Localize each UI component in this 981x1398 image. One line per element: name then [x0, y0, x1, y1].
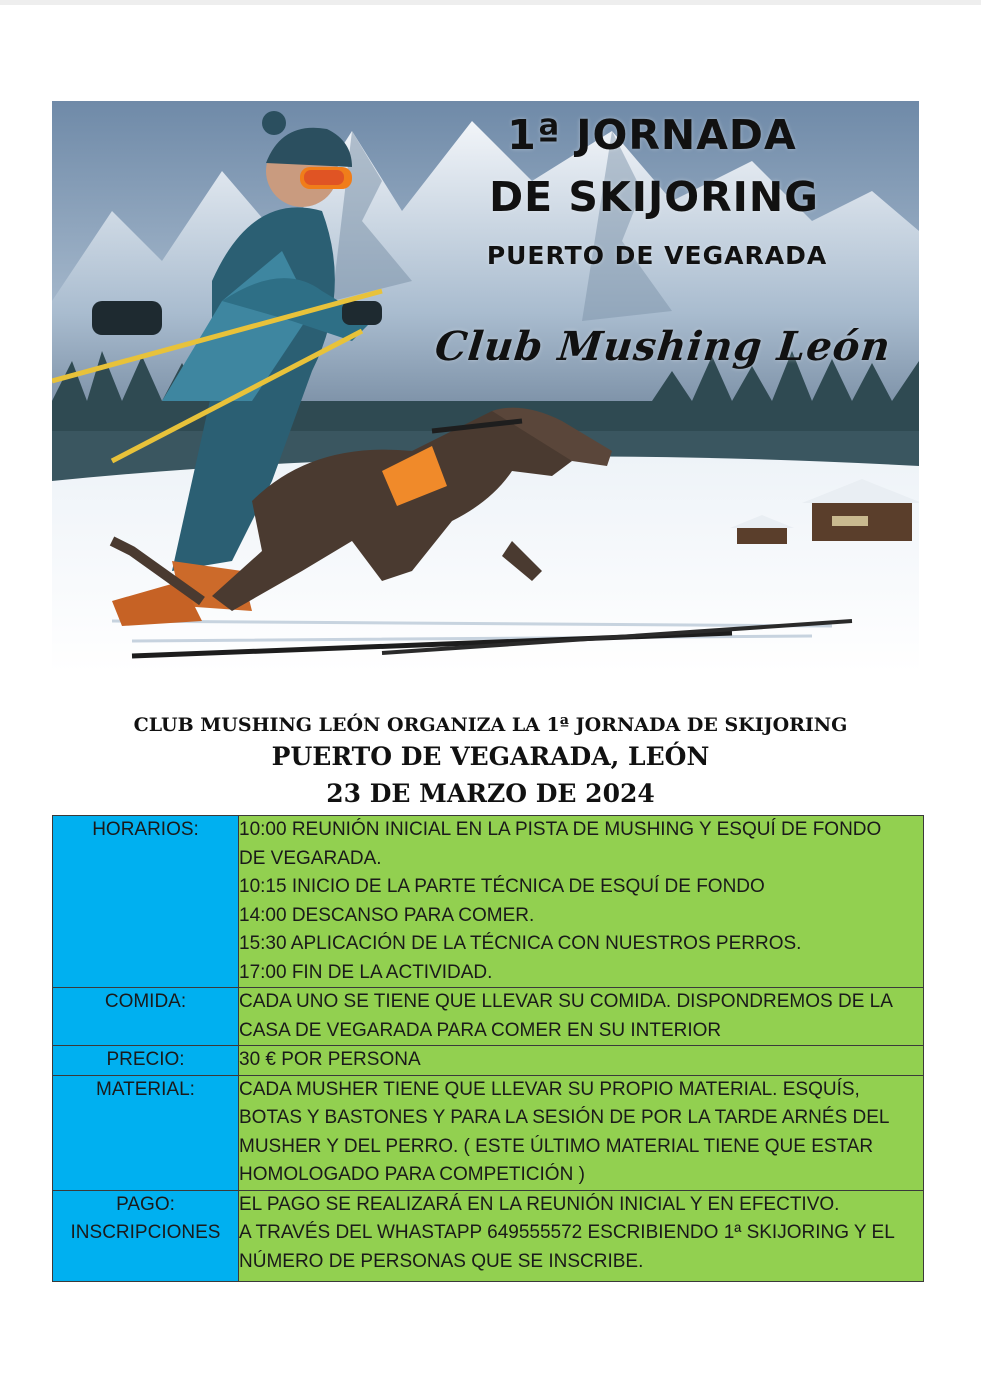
material-line: HOMOLOGADO PARA COMPETICIÓN )	[239, 1164, 585, 1185]
comida-line: CADA UNO SE TIENE QUE LLEVAR SU COMIDA. DISPONDREMOS DE LA	[239, 991, 893, 1012]
material-line: CADA MUSHER TIENE QUE LLEVAR SU PROPIO MATERIAL. ESQUÍS,	[239, 1078, 860, 1100]
label-cell	[53, 816, 239, 988]
organizer-heading: CLUB MUSHING LEÓN ORGANIZA LA 1ª JORNADA DE SKIJORING	[133, 714, 848, 736]
pago-label: PAGO:	[116, 1193, 175, 1215]
poster-title-line2: DE SKIJORING	[489, 173, 819, 221]
label-cell	[53, 1075, 239, 1190]
top-edge	[0, 0, 981, 5]
poster-image	[52, 101, 919, 673]
horarios-label: HORARIOS:	[92, 819, 199, 840]
material-label: MATERIAL:	[96, 1078, 195, 1100]
value-cell	[239, 816, 924, 988]
poster-title-line1: 1ª JORNADA	[507, 111, 797, 159]
inscripciones-label: INSCRIPCIONES	[70, 1222, 221, 1243]
inscripciones-line: A TRAVÉS DEL WHASTAPP 649555572 ESCRIBIENDO 1ª SKIJORING Y EL	[239, 1222, 895, 1243]
precio-line: 30 € POR PERSONA	[239, 1049, 421, 1070]
value-cell	[239, 988, 924, 1046]
horarios-line: 10:15 INICIO DE LA PARTE TÉCNICA DE ESQUÍ DE FONDO	[239, 876, 765, 897]
table-row-precio	[53, 1046, 924, 1076]
precio-label: PRECIO:	[106, 1049, 185, 1070]
comida-line: CASA DE VEGARADA PARA COMER EN SU INTERIOR	[239, 1019, 722, 1041]
table-row-comida	[53, 988, 924, 1046]
location-heading: PUERTO DE VEGARADA, LEÓN	[271, 742, 710, 771]
pago-line: EL PAGO SE REALIZARÁ EN LA REUNIÓN INICIAL Y EN EFECTIVO.	[239, 1193, 840, 1215]
material-line: MUSHER Y DEL PERRO. ( ESTE ÚLTIMO MATERIAL TIENE QUE ESTAR	[239, 1135, 874, 1157]
poster-subtitle: PUERTO DE VEGARADA	[486, 241, 828, 270]
date-heading: 23 DE MARZO DE 2024	[326, 779, 655, 808]
horarios-line: 10:00 REUNIÓN INICIAL EN LA PISTA DE MUSHING Y ESQUÍ DE FONDO	[239, 819, 882, 840]
table-row-horarios	[53, 816, 924, 988]
label-cell	[53, 1190, 239, 1281]
label-cell	[53, 988, 239, 1046]
label-cell	[53, 1046, 239, 1076]
table-row-pago-inscripciones	[53, 1190, 924, 1281]
material-line: BOTAS Y BASTONES Y PARA LA SESIÓN DE POR LA TARDE ARNÉS DEL	[239, 1107, 890, 1128]
poster-club-name: Club Mushing León	[432, 323, 894, 370]
horarios-line: 17:00 FIN DE LA ACTIVIDAD.	[239, 961, 493, 983]
value-cell	[239, 1046, 924, 1076]
inscripciones-line: NÚMERO DE PERSONAS QUE SE INSCRIBE.	[239, 1250, 644, 1272]
comida-label: COMIDA:	[104, 991, 187, 1012]
horarios-line: 15:30 APLICACIÓN DE LA TÉCNICA CON NUESTROS PERROS.	[239, 933, 802, 954]
horarios-line: 14:00 DESCANSO PARA COMER.	[239, 904, 535, 926]
value-cell	[239, 1190, 924, 1281]
event-info-table	[52, 815, 924, 1282]
table-row-material	[53, 1075, 924, 1190]
value-cell	[239, 1075, 924, 1190]
horarios-line: DE VEGARADA.	[239, 847, 382, 869]
